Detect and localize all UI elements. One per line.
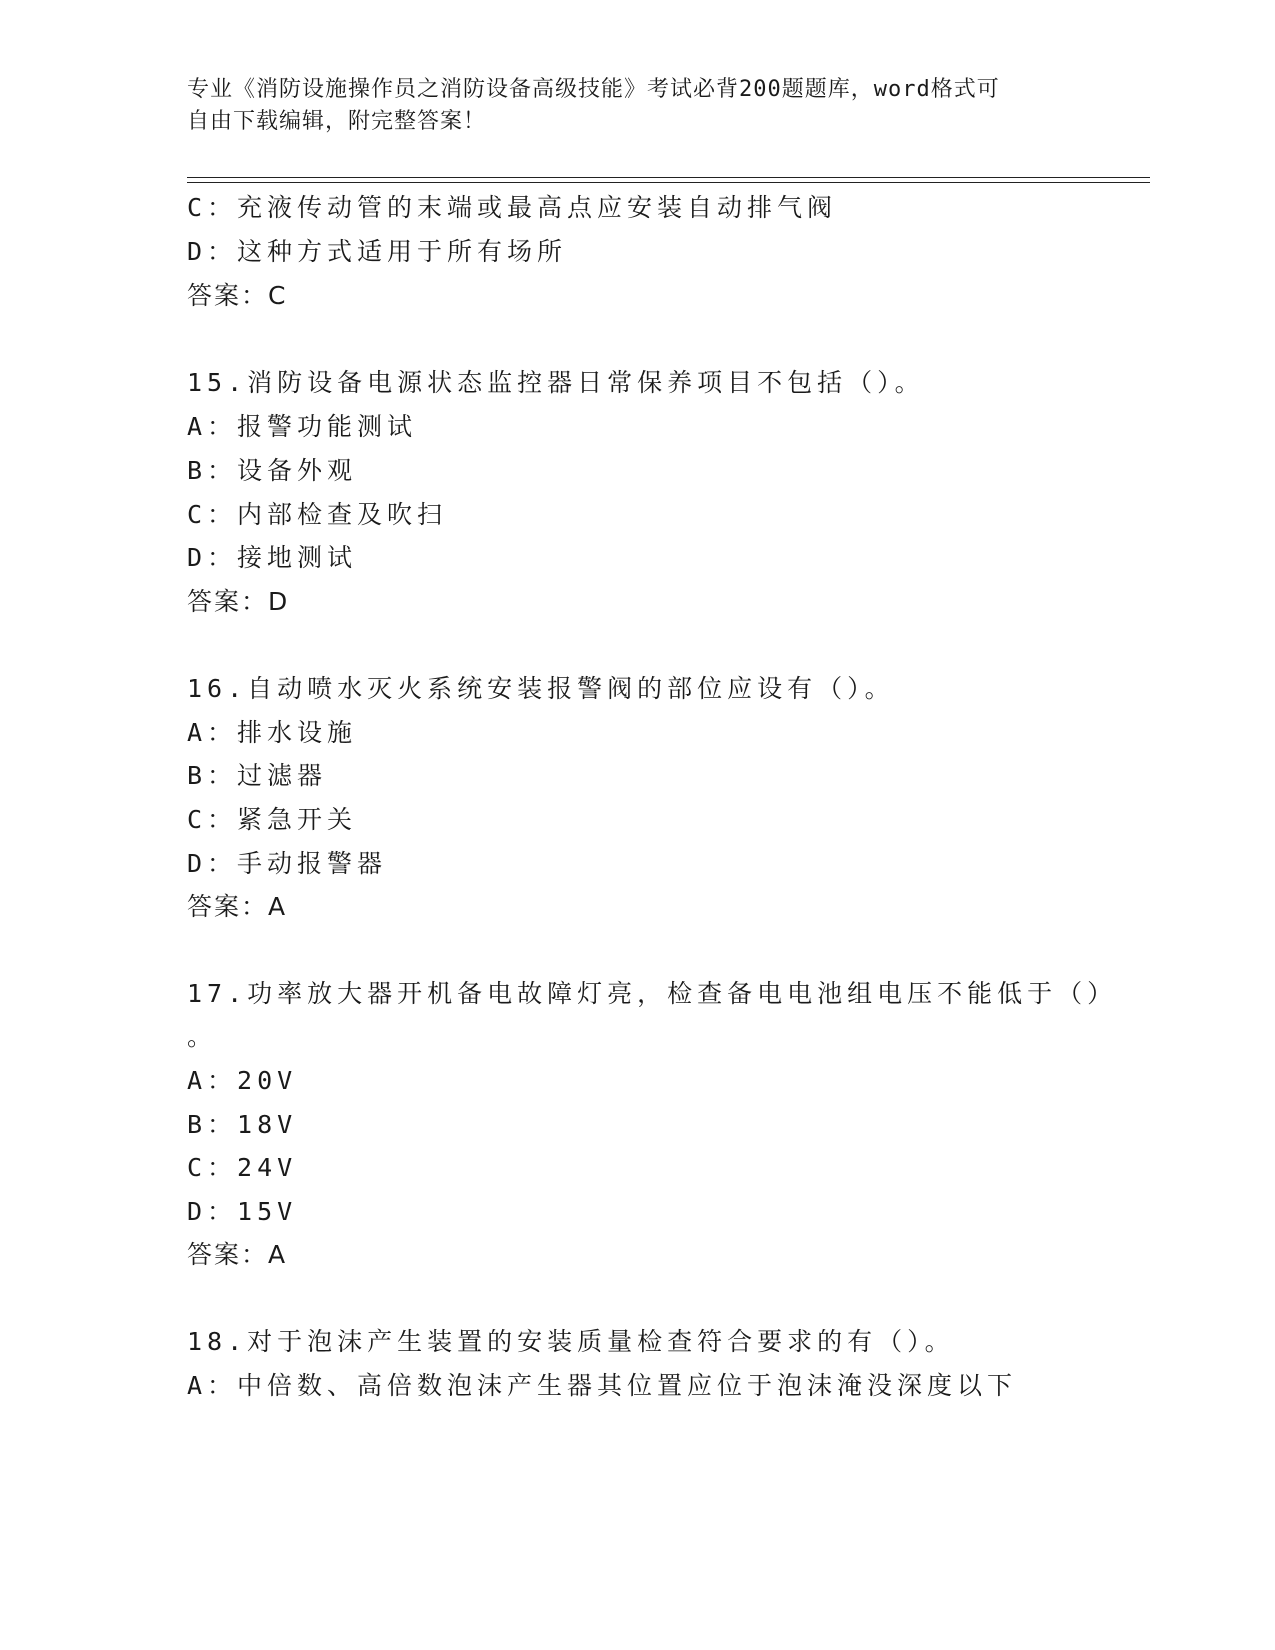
- option-a: A：20V: [187, 1066, 298, 1095]
- option-b: B：设备外观: [187, 456, 358, 485]
- question-16: 16.自动喷水灭火系统安装报警阀的部位应设有（）。: [187, 674, 895, 703]
- option-a: A：排水设施: [187, 718, 358, 747]
- question-18: 18.对于泡沫产生装置的安装质量检查符合要求的有（）。: [187, 1327, 955, 1356]
- answer-line: 答案：C: [187, 281, 288, 310]
- option-a: A：报警功能测试: [187, 412, 418, 441]
- question-17: 17.功率放大器开机备电故障灯亮，检查备电电池组电压不能低于（）: [187, 979, 1118, 1008]
- option-d: D：手动报警器: [187, 849, 388, 878]
- option-d: D：15V: [187, 1197, 298, 1226]
- header-divider-top: [187, 177, 1150, 178]
- document-header: [187, 74, 1067, 138]
- header-line-2: 自由下载编辑，附完整答案！: [187, 109, 487, 134]
- option-d: D：接地测试: [187, 543, 358, 572]
- answer-line: 答案：A: [187, 892, 288, 921]
- option-c: C：充液传动管的末端或最高点应安装自动排气阀: [187, 193, 838, 222]
- option-c: C：24V: [187, 1153, 298, 1182]
- option-c: C：内部检查及吹扫: [187, 500, 448, 529]
- question-15: 15.消防设备电源状态监控器日常保养项目不包括（）。: [187, 368, 925, 397]
- option-c: C：紧急开关: [187, 805, 358, 834]
- header-line-1: 专业《消防设施操作员之消防设备高级技能》考试必背200题题库，word格式可: [187, 77, 1000, 102]
- header-divider-bottom: [187, 182, 1150, 183]
- answer-line: 答案：A: [187, 1240, 288, 1269]
- answer-line: 答案：D: [187, 587, 290, 616]
- question-17-continuation: 。: [187, 1022, 218, 1051]
- option-d: D：这种方式适用于所有场所: [187, 237, 568, 266]
- option-b: B：18V: [187, 1110, 298, 1139]
- option-b: B：过滤器: [187, 761, 328, 790]
- option-a: A：中倍数、高倍数泡沫产生器其位置应位于泡沫淹没深度以下: [187, 1371, 1018, 1400]
